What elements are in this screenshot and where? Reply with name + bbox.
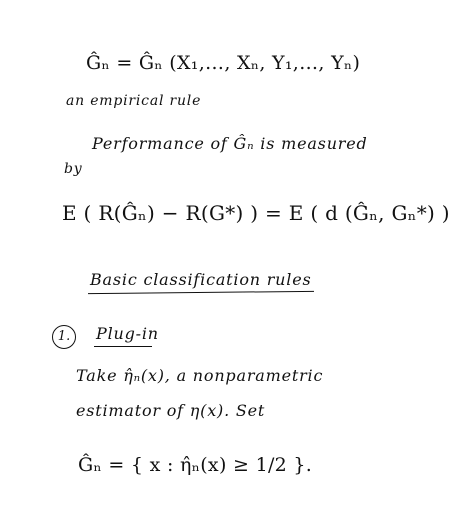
performance-statement: Performance of Ĝₙ is measured [92,134,368,153]
item-number-badge: 1. [52,325,76,349]
empirical-rule-definition: Ĝₙ = Ĝₙ (X₁,…, Xₙ, Y₁,…, Yₙ) [86,52,361,74]
empirical-rule-caption: an empirical rule [66,93,202,109]
plug-in-description: Take η̂ₙ(x), a nonparametric [76,366,324,385]
performance-statement-continued: by [64,161,83,177]
excess-risk-equation: E ( R(Ĝₙ) − R(G*) ) = E ( d (Ĝₙ, Gₙ*) ) [62,201,450,225]
item-title-underline [94,346,152,347]
plug-in-rule-definition: Ĝₙ = { x : η̂ₙ(x) ≥ 1/2 }. [78,454,313,476]
item-title: Plug-in [96,324,159,343]
plug-in-description-continued: estimator of η(x). Set [76,401,266,420]
section-heading: Basic classification rules [90,270,312,289]
section-heading-underline [88,291,314,294]
